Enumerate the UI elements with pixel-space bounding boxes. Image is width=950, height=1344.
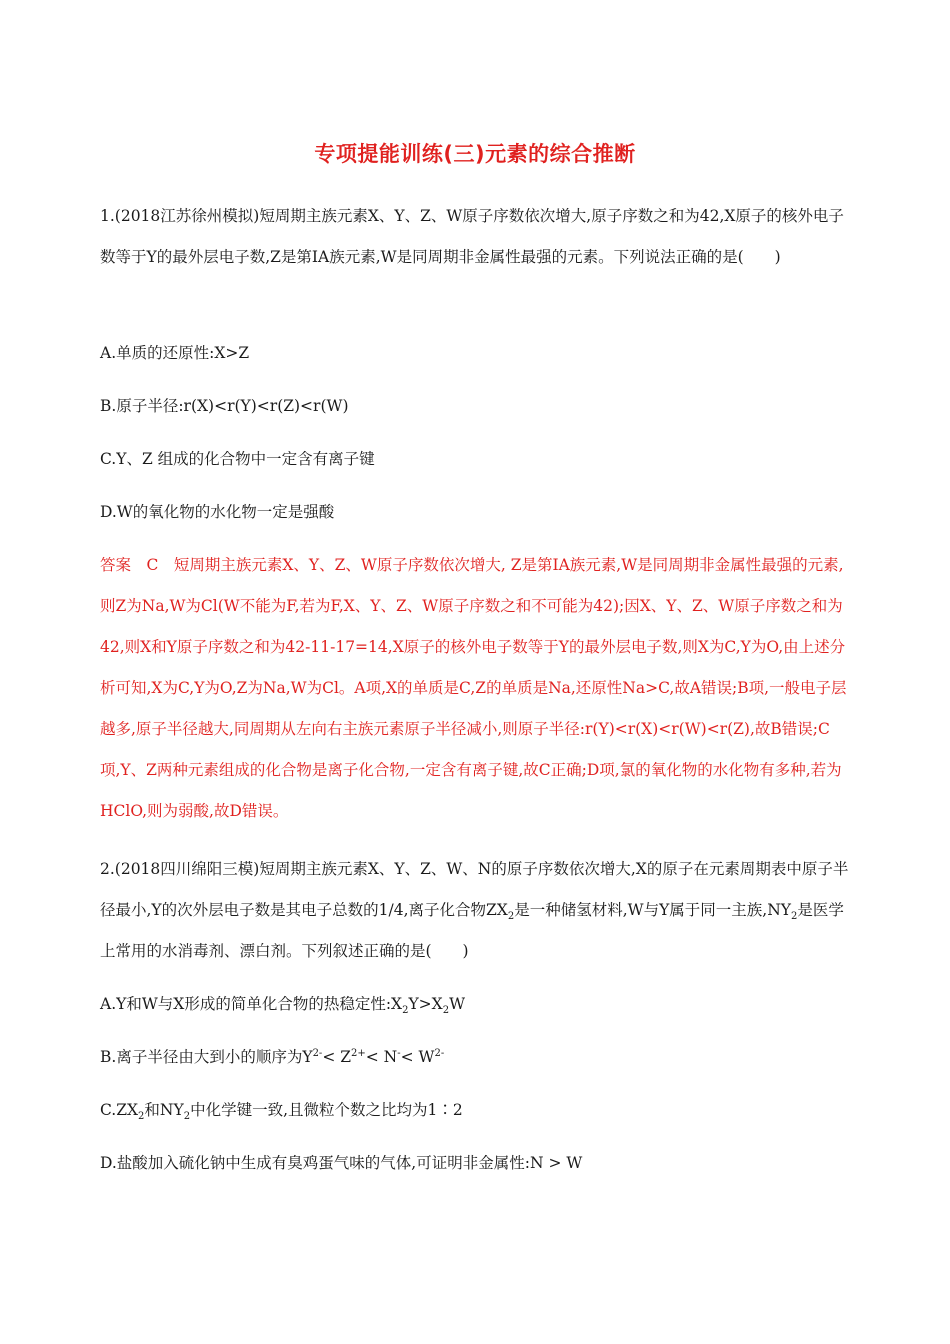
- question-1-answer: [100, 545, 852, 832]
- subscript: 2: [183, 1111, 191, 1123]
- superscript: 2+: [351, 1047, 366, 1059]
- option-text: C.ZX: [100, 1101, 139, 1119]
- superscript: 2-: [312, 1047, 323, 1059]
- option-text: Y>X: [408, 995, 443, 1013]
- subscript: 2: [507, 911, 515, 923]
- superscript: 2-: [434, 1047, 445, 1059]
- question-1-option-b: B.原子半径:r(X)<r(Y)<r(Z)<r(W): [100, 397, 349, 415]
- superscript: -: [397, 1047, 401, 1059]
- question-1-option-d: D.W的氧化物的水化物一定是强酸: [100, 503, 335, 521]
- answer-label: 答案 C: [100, 556, 174, 574]
- option-text: A.Y和W与X形成的简单化合物的热稳定性:X: [100, 995, 403, 1013]
- stem-text: 2.(2018四川绵阳三模)短周期主族元素X、Y、Z、W、N的原子序数依次增大,X的原子在元素周期表中原子半径最小,Y的次外层电子数是其电子总数的1/4,离子化合物ZX: [100, 860, 849, 919]
- page-title: 专项提能训练(三)元素的综合推断: [314, 142, 636, 166]
- option-text: < N: [365, 1048, 398, 1066]
- option-text: < Z: [322, 1048, 351, 1066]
- question-2-stem: [100, 849, 852, 972]
- subscript: 2: [791, 911, 798, 923]
- question-2-option-d: D.盐酸加入硫化钠中生成有臭鸡蛋气味的气体,可证明非金属性:N > W: [100, 1154, 583, 1172]
- question-2-option-c: [100, 1098, 463, 1122]
- subscript: 2: [138, 1111, 145, 1123]
- question-1-option-a: A.单质的还原性:X>Z: [100, 344, 250, 362]
- question-2-option-b: [100, 1045, 444, 1069]
- answer-explanation: 短周期主族元素X、Y、Z、W原子序数依次增大, Z是第ⅠA族元素,W是同周期非金属性最强的元素,则Z为Na,W为Cl(W不能为F,若为F,X、Y、Z、W原子序数之和不可能为42);因X、Y、Z、W原子序数之和为42,则X和Y原子序数之和为42-11-17=14,X原子的核外电子数等于Y的最外层电子数,则X为C,Y为O,由上述分析可知,X为C,Y为O,Z为Na,W为Cl。A项,X的单质是C,Z的单质是Na,还原性Na>C,故A错误;B项,一般电子层越多,原子半径越大,同周期从左向右主族元素原子半径减小,则原子半径:r(Y)<r(X)<r(W)<r(Z),故B错误;C项,Y、Z两种元素组成的化合物是离子化合物,一定含有离子键,故C正确;D项,氯的氧化物的水化物有多种,若为HClO,则为弱酸,故D错误。: [100, 556, 847, 820]
- stem-text: 是一种储氢材料,W与Y属于同一主族,NY: [514, 901, 792, 919]
- question-2-option-a: [100, 992, 465, 1016]
- option-text: B.离子半径由大到小的顺序为Y: [100, 1048, 313, 1066]
- option-text: 和NY: [144, 1101, 184, 1119]
- question-1-stem: 1.(2018江苏徐州模拟)短周期主族元素X、Y、Z、W原子序数依次增大,原子序数之和为42,X原子的核外电子数等于Y的最外层电子数,Z是第ⅠA族元素,W是同周期非金属性最强的元素。下列说法正确的是( ): [100, 207, 844, 266]
- option-text: W: [449, 995, 466, 1013]
- option-text: < W: [400, 1048, 435, 1066]
- subscript: 2: [442, 1005, 450, 1017]
- option-text: 中化学键一致,且微粒个数之比均为1∶2: [190, 1101, 463, 1119]
- stem-text: 是医学上常用的水消毒剂、漂白剂。下列叙述正确的是( ): [100, 901, 844, 960]
- question-1-option-c: C.Y、Z 组成的化合物中一定含有离子键: [100, 450, 375, 468]
- subscript: 2: [402, 1005, 409, 1017]
